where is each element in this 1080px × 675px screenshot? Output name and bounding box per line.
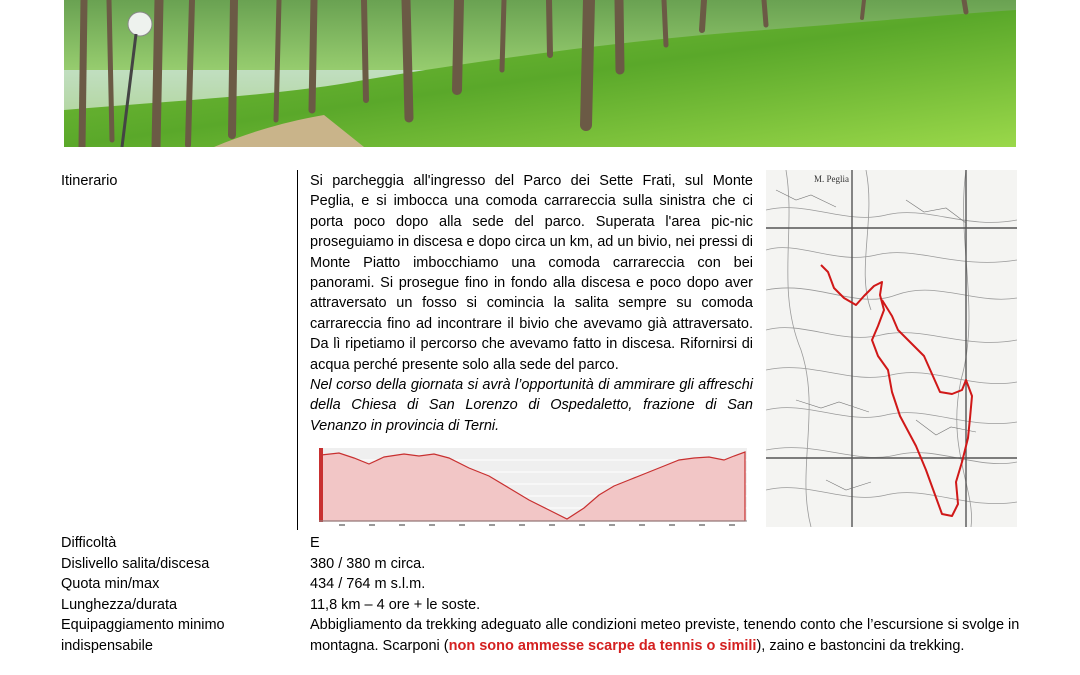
detail-label: Lunghezza/durata [61,596,178,613]
column-divider [297,170,298,530]
equipment-label [61,615,310,656]
itinerary-italic-paragraph: Nel corso della giornata si avrà l’opportunità di ammirare gli affreschi della Chiesa di San Lorenzo di Ospedaletto, frazione di San Venanzo in provincia di Terni. [310,377,753,434]
route-map-image [766,170,1017,527]
detail-label: Difficoltà [61,535,117,551]
detail-value: E [310,535,320,551]
equipment-label-line: indispensabile [61,637,153,654]
equipment-text: Abbigliamento da trekking adeguato alle condizioni meteo previste, tenendo conto che l’escursione si svolge in montagna. Scarponi ( [310,617,1020,654]
itinerary-paragraph: Si parcheggia all'ingresso del Parco dei Sette Frati, sul Monte Peglia, e si imbocca una comoda carrareccia sulla sinistra che ci porta poco dopo alla sede del parco. Superata l'area pic-nic proseguiamo in discesa e dopo circa un km, ad un bivio, nei pressi di Monte Piatto imbocchiamo una comoda carrareccia con bei panorami. Si prosegue fino in fondo alla discesa e poco dopo aver attraversato un fosso si comincia la salita sempre su comoda carrareccia fino ad incontrare il bivio che avevamo già attraversato. Da lì ripetiamo il percorso che avevamo fatto in discesa. Rifornirsi di acqua perché presente solo alla sede del parco. [310,173,753,373]
equipment-label-line: Equipaggiamento minimo [61,617,225,633]
forest-banner-photo [64,0,1016,147]
detail-label: Dislivello salita/discesa [61,555,210,572]
elevation-profile-image [309,440,751,536]
itinerary-text [310,171,753,436]
detail-label: Quota min/max [61,576,160,592]
detail-row-length-duration [61,595,1021,616]
detail-row-difficulty [61,533,1021,554]
detail-value: 434 / 764 m s.l.m. [310,576,426,592]
detail-value: 380 / 380 m circa. [310,555,426,572]
detail-row-equipment [61,615,1021,656]
equipment-text: ), zaino e bastoncini da trekking. [756,637,965,654]
detail-row-elevation-gain [61,554,1021,575]
equipment-value [310,615,1021,656]
details-table [61,533,1021,656]
detail-row-altitude [61,574,1021,595]
equipment-warning: non sono ammesse scarpe da tennis o simili [448,637,757,654]
detail-value: 11,8 km – 4 ore + le soste. [310,596,481,613]
map-label: M. Peglia [814,174,849,184]
itinerary-label: Itinerario [61,173,118,189]
